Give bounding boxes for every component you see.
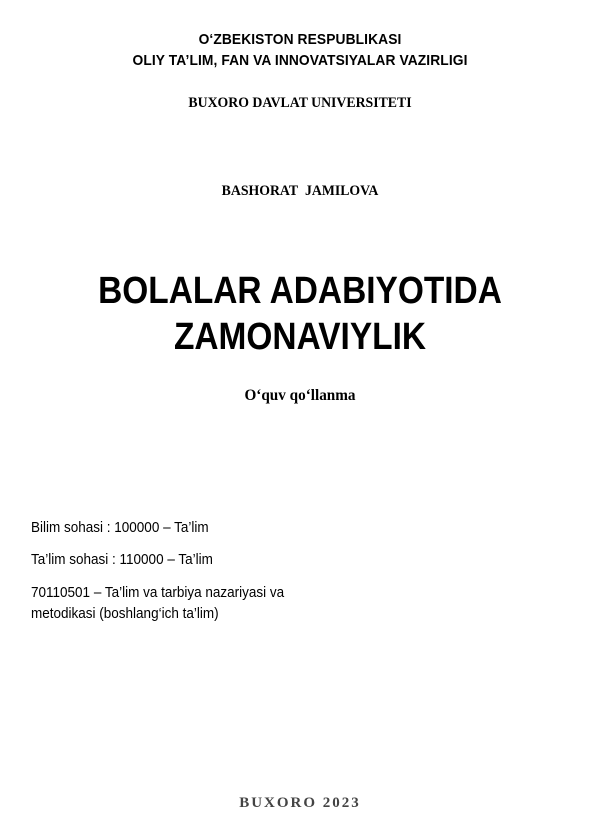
title-line-2: ZAMONAVIYLIK bbox=[173, 316, 427, 358]
specialty-line-2: metodikasi (boshlang‘ich ta’lim) bbox=[31, 605, 219, 622]
university-name: BUXORO DAVLAT UNIVERSITETI bbox=[188, 95, 412, 111]
document-subtitle: O‘quv qo‘llanma bbox=[244, 387, 356, 404]
specialty-line-1: 70110501 – Ta’lim va tarbiya nazariyasi va bbox=[31, 584, 285, 601]
education-area: Ta’lim sohasi : 110000 – Ta’lim bbox=[31, 551, 213, 568]
ministry-name: OLIY TA’LIM, FAN VA INNOVATSIYALAR VAZIRLIGI bbox=[132, 52, 468, 69]
knowledge-area: Bilim sohasi : 100000 – Ta’lim bbox=[31, 519, 209, 536]
country-name: O‘ZBEKISTON RESPUBLIKASI bbox=[198, 31, 402, 48]
city-year: BUXORO 2023 bbox=[239, 795, 361, 811]
document-title bbox=[36, 268, 564, 360]
title-line-1: BOLALAR ADABIYOTIDA bbox=[98, 270, 502, 312]
ministry-header bbox=[24, 29, 576, 71]
author-name: BASHORAT JAMILOVA bbox=[221, 183, 379, 199]
specialty bbox=[31, 582, 373, 624]
